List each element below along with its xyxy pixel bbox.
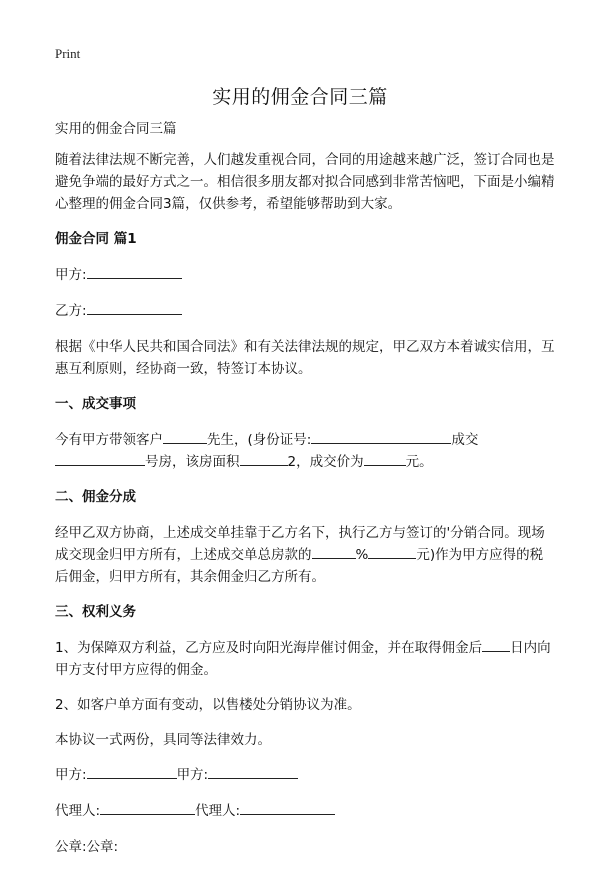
sign-label-1: 甲方: (55, 767, 87, 783)
price-blank (364, 451, 406, 466)
deal-text-6: 元。 (405, 454, 433, 470)
print-link[interactable]: Print (55, 46, 81, 61)
commission-text-3: 元)作为甲方应得的税后佣金，归甲方所有，其余佣金归乙方所有。 (55, 547, 544, 585)
intro-paragraph: 随着法律法规不断完善，人们越发重视合同，合同的用途越来越广泛，签订合同也是避免争端的最好方式之一。相信很多朋友都对拟合同感到非常苦恼吧，下面是小编精心整理的佣金合同3篇，仅供参考，希望能够帮助到大家。 (55, 152, 555, 212)
heading-commission: 二、佣金分成 (55, 489, 136, 505)
seal-line: 公章:公章: (55, 839, 119, 855)
deal-text-4: 号房，该房面积 (145, 454, 240, 470)
agent-label-1: 代理人: (55, 803, 101, 819)
id-number-blank (311, 429, 451, 444)
party-a-line (55, 264, 555, 286)
heading-duties: 三、权利义务 (55, 604, 136, 620)
party-b-line (55, 300, 555, 322)
document-body (55, 118, 555, 872)
deal-text-5: 2，成交价为 (287, 454, 364, 470)
percent-blank (312, 544, 356, 559)
agent-label-2: 代理人: (195, 803, 241, 819)
client-name-blank (163, 429, 207, 444)
sign-blank-2 (208, 764, 298, 779)
party-b-blank (87, 300, 182, 315)
basis-paragraph: 根据《中华人民共和国合同法》和有关法律法规的规定，甲乙双方本着诚实信用，互惠互利原则，经协商一致，特签订本协议。 (55, 339, 555, 377)
duty-1-text-1: 1、为保障双方利益，乙方应及时向阳光海岸催讨佣金，并在取得佣金后 (55, 640, 483, 656)
deal-paragraph (55, 429, 555, 473)
party-a-blank (87, 264, 182, 279)
signature-line-agent (55, 800, 555, 822)
amount-blank (368, 544, 416, 559)
deal-text-1: 今有甲方带领客户 (55, 432, 163, 448)
party-b-label: 乙方: (55, 303, 87, 319)
party-a-label: 甲方: (55, 267, 87, 283)
commission-text-2: % (355, 547, 369, 563)
days-blank (482, 637, 510, 652)
agent-blank-2 (240, 800, 335, 815)
deal-text-2: 先生，(身份证号: (207, 432, 312, 448)
area-blank (240, 451, 288, 466)
commission-text-1: 经甲乙双方协商，上述成交单挂靠于乙方名下，执行乙方与签订的'分销合同。现场成交现金归甲方所有，上述成交单总房款的 (55, 525, 545, 563)
sign-blank-1 (87, 764, 177, 779)
sign-label-2: 甲方: (176, 767, 209, 783)
section-title-1: 佣金合同 篇1 (55, 231, 137, 247)
commission-paragraph (55, 522, 555, 588)
deal-text-3: 成交 (451, 432, 479, 448)
page-title: 实用的佣金合同三篇 (212, 86, 388, 108)
signature-line-party (55, 764, 555, 786)
duty-1-paragraph (55, 637, 555, 681)
room-number-blank (55, 451, 145, 466)
duty-1-text-2: 日内向甲方支付甲方应得的佣金。 (55, 640, 551, 678)
document-subtitle: 实用的佣金合同三篇 (55, 121, 177, 137)
agent-blank-1 (100, 800, 195, 815)
heading-deal: 一、成交事项 (55, 396, 136, 412)
duty-2-paragraph: 2、如客户单方面有变动，以售楼处分销协议为准。 (55, 697, 361, 713)
validity-paragraph: 本协议一式两份，具同等法律效力。 (55, 732, 271, 748)
